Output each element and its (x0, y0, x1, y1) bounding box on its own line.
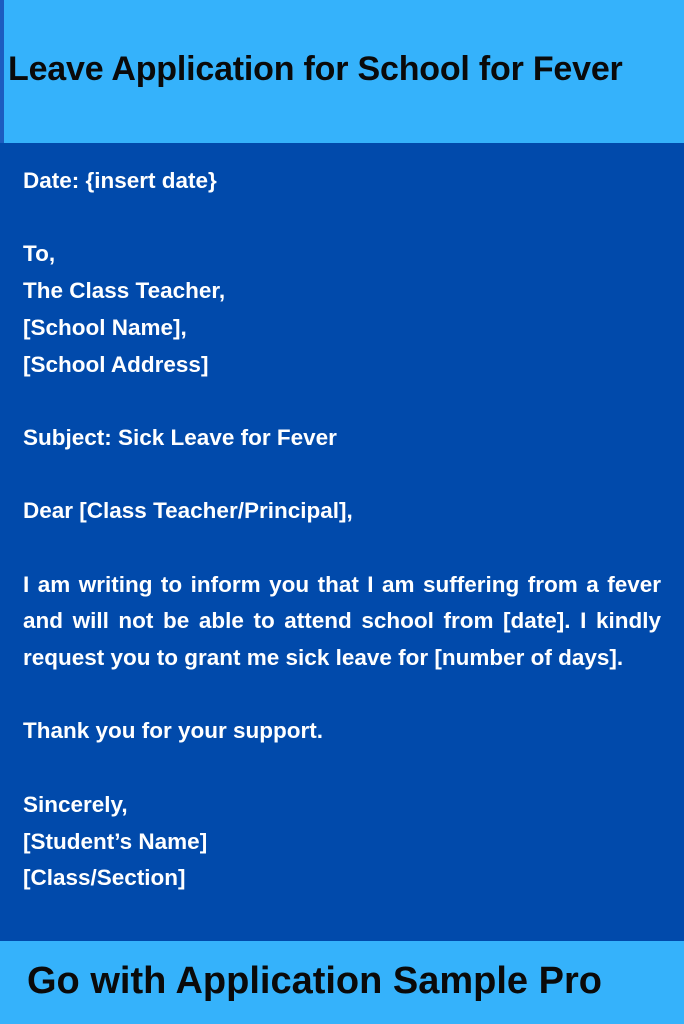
letter-subject: Subject: Sick Leave for Fever (23, 424, 337, 450)
footer-brand-text: Go with Application Sample Pro (27, 960, 602, 1002)
spacer (23, 750, 661, 787)
letter-date: Date: {insert date} (23, 168, 217, 193)
footer-banner (0, 941, 684, 1024)
spacer (23, 530, 661, 567)
page-title: Leave Application for School for Fever (8, 50, 623, 88)
letter-to: To, (23, 241, 56, 267)
letter-recipient: The Class Teacher, (23, 278, 226, 304)
spacer (23, 457, 661, 494)
header-edge-accent (0, 0, 4, 143)
spacer (23, 200, 661, 237)
letter-body-paragraph: I am writing to inform you that I am suffering from a fever and will not be able to attend school from [date]. I kindly request you to grant me sick leave for [number of days]. (23, 571, 661, 671)
letter-closing: Sincerely, (23, 791, 128, 817)
spacer (23, 383, 661, 420)
header-banner (0, 0, 684, 143)
letter-school-name: [School Name], (23, 314, 187, 340)
letter-body (0, 143, 684, 941)
letter-school-address: [School Address] (23, 351, 209, 377)
spacer (23, 677, 661, 714)
letter-salutation: Dear [Class Teacher/Principal], (23, 498, 353, 524)
letter-student-name: [Student’s Name] (23, 828, 208, 854)
letter-class-section: [Class/Section] (23, 865, 186, 891)
letter-thanks: Thank you for your support. (23, 718, 324, 744)
